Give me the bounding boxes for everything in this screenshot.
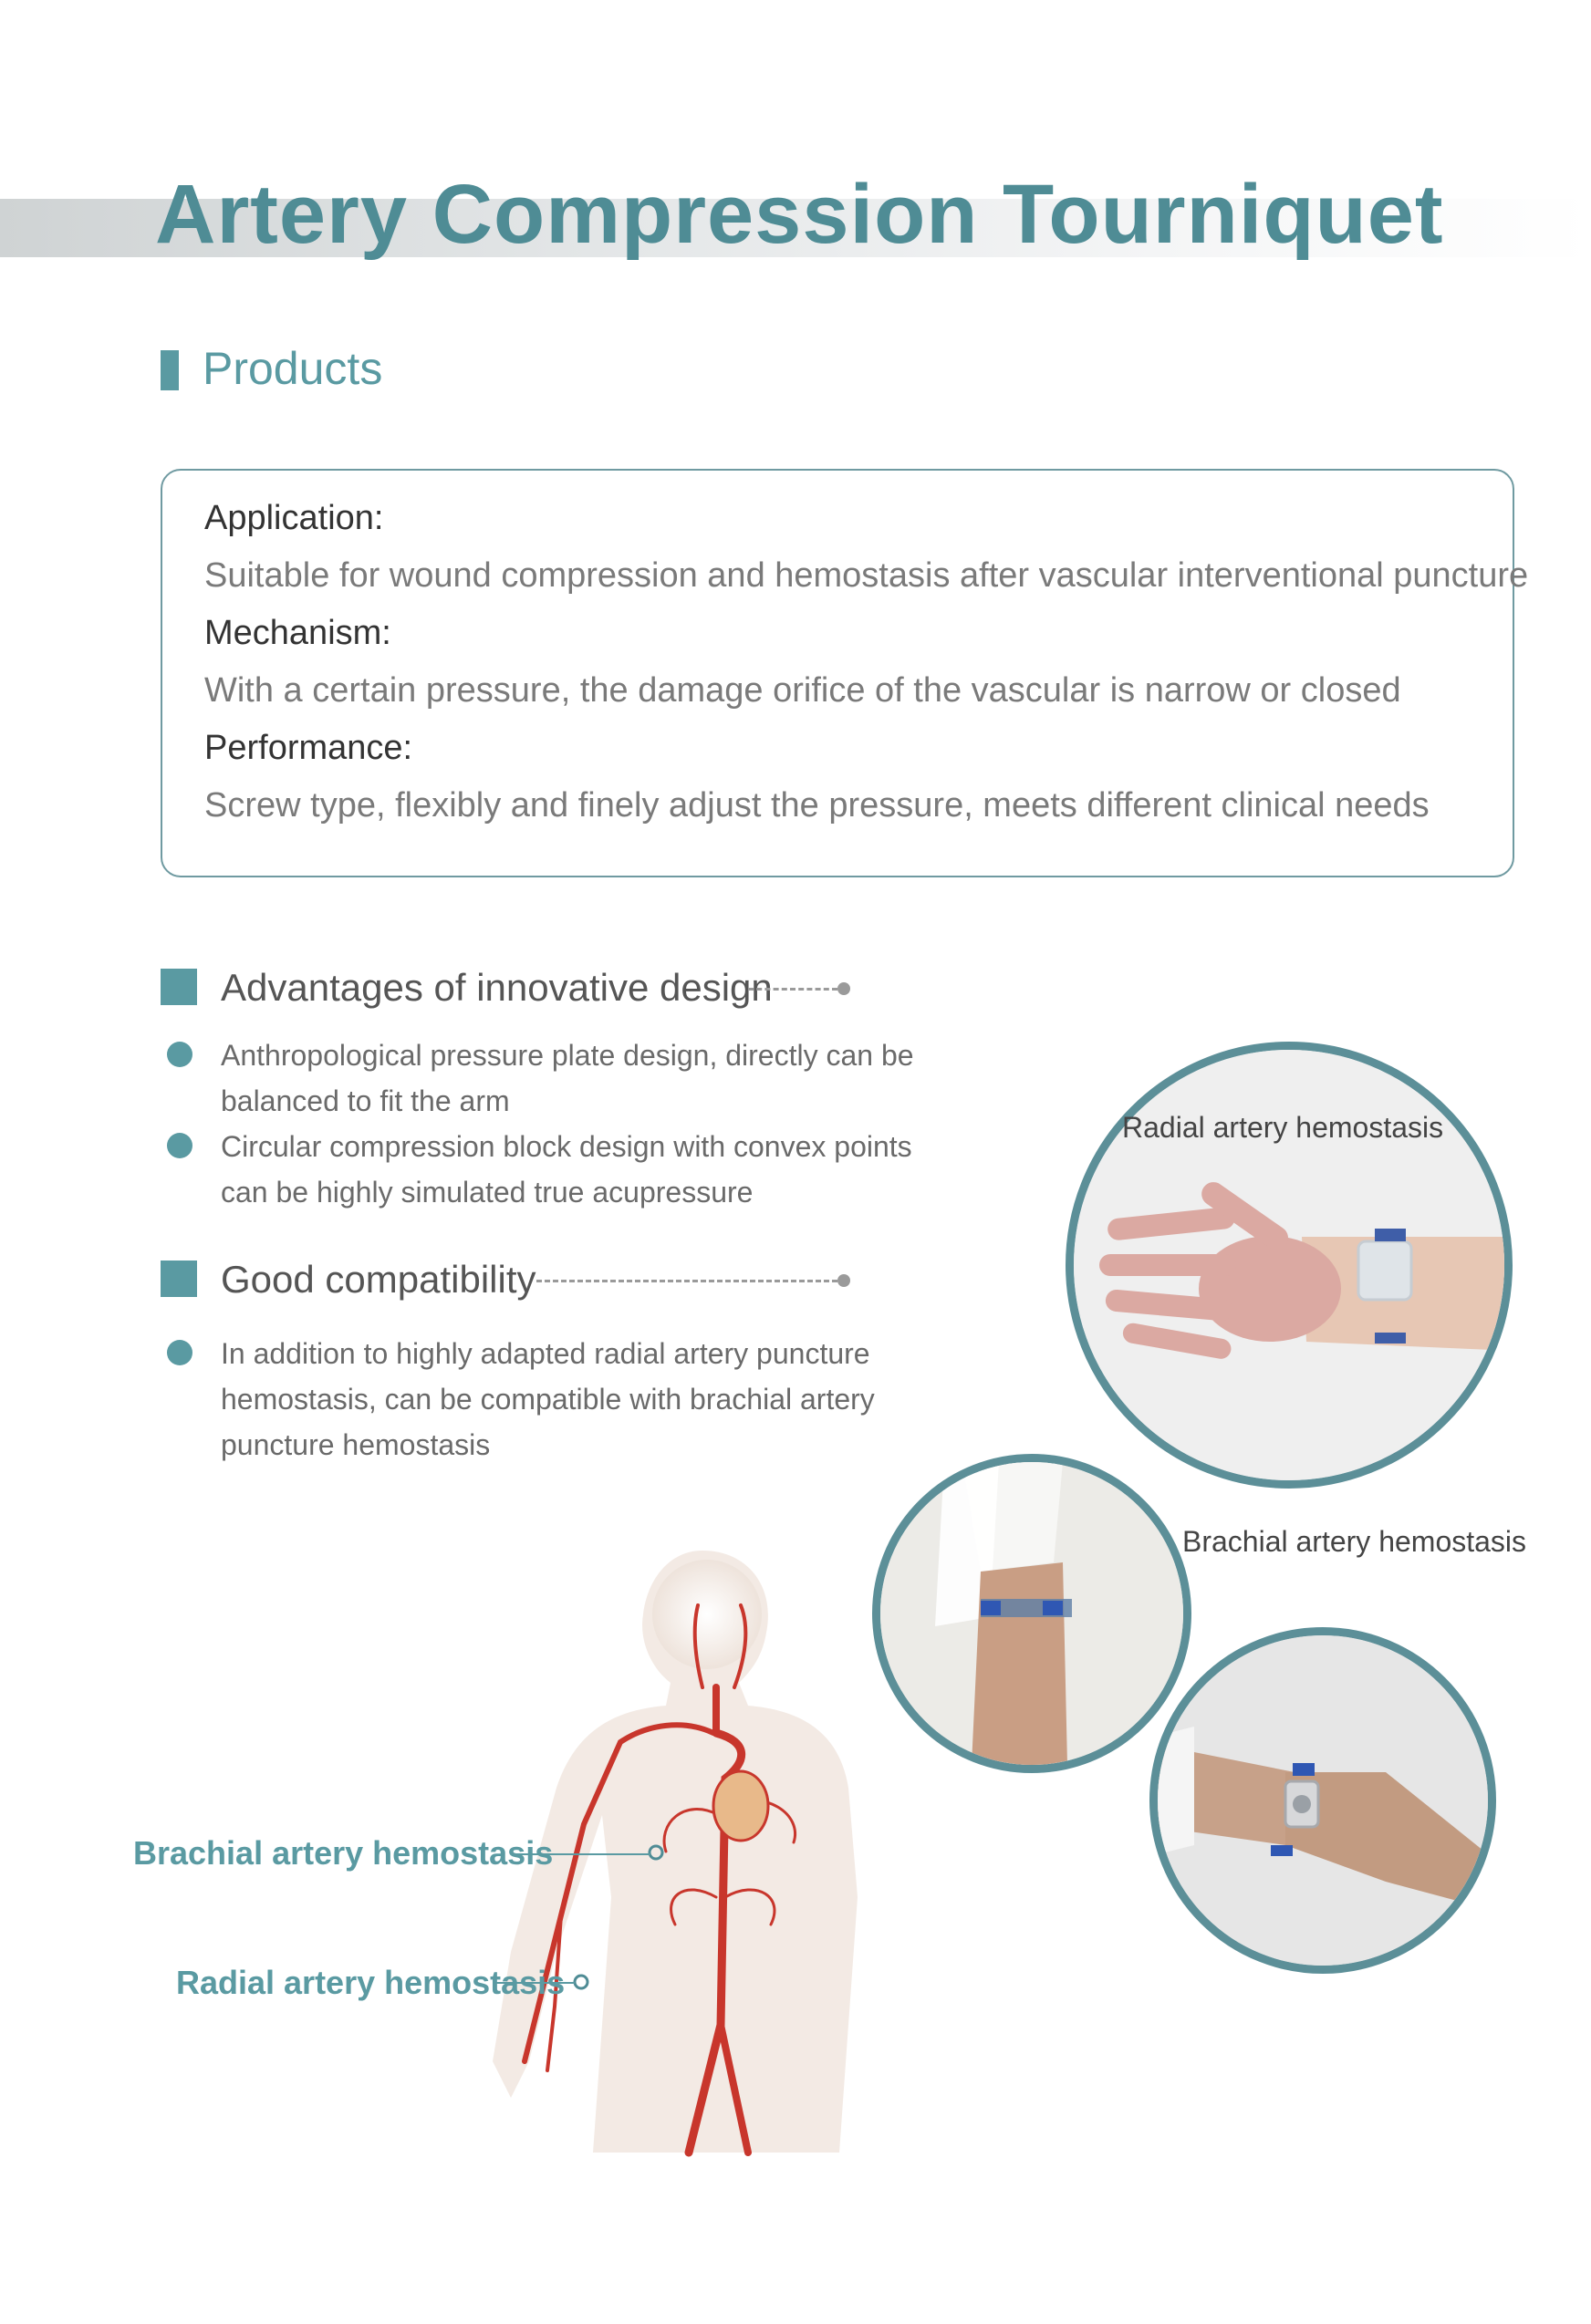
product-info-box — [161, 469, 1529, 877]
diagram-brachial-label: Brachial artery hemostasis — [133, 1834, 554, 1872]
advantages-dash — [748, 988, 837, 991]
mechanism-text: With a certain pressure, the damage orifice of the vascular is narrow or closed — [204, 671, 1401, 710]
mechanism-label: Mechanism: — [204, 614, 391, 652]
advantages-heading: Advantages of innovative design — [221, 966, 773, 1009]
advantages-dash-dot — [837, 982, 850, 995]
advantages-marker — [161, 969, 197, 1005]
section-marker — [161, 350, 179, 390]
brachial-photo-label: Brachial artery hemostasis — [1182, 1525, 1527, 1558]
radial-photo-label: Radial artery hemostasis — [1122, 1111, 1444, 1144]
brachial-leader-line — [514, 1853, 650, 1855]
compatibility-marker — [161, 1261, 197, 1297]
compatibility-dash-dot — [837, 1274, 850, 1287]
application-text: Suitable for wound compression and hemostasis after vascular interventional puncture — [204, 556, 1529, 595]
bullet-dot — [167, 1340, 192, 1365]
application-label: Application: — [204, 499, 384, 537]
page-title: Artery Compression Tourniquet — [155, 168, 1444, 261]
performance-text: Screw type, flexibly and finely adjust the pressure, meets different clinical needs — [204, 786, 1430, 825]
radial-leader-line — [494, 1982, 575, 1984]
performance-label: Performance: — [204, 729, 413, 767]
elbow-illustration — [1158, 1635, 1488, 1966]
compatibility-dash — [536, 1280, 837, 1282]
bullet-dot — [167, 1133, 192, 1158]
elbow-photo — [1149, 1627, 1496, 1974]
diagram-radial-label: Radial artery hemostasis — [176, 1964, 566, 2001]
advantage-bullet-2: Circular compression block design with convex points can be highly simulated true acupressure — [221, 1130, 912, 1209]
advantage-bullet-1: Anthropological pressure plate design, directly can be balanced to fit the arm — [221, 1039, 914, 1117]
compatibility-bullet-1: In addition to highly adapted radial artery puncture hemostasis, can be compatible with brachial artery puncture hemostasis — [221, 1337, 875, 1461]
bullet-dot — [167, 1042, 192, 1067]
section-heading: Products — [203, 343, 383, 394]
compatibility-heading: Good compatibility — [221, 1258, 536, 1301]
